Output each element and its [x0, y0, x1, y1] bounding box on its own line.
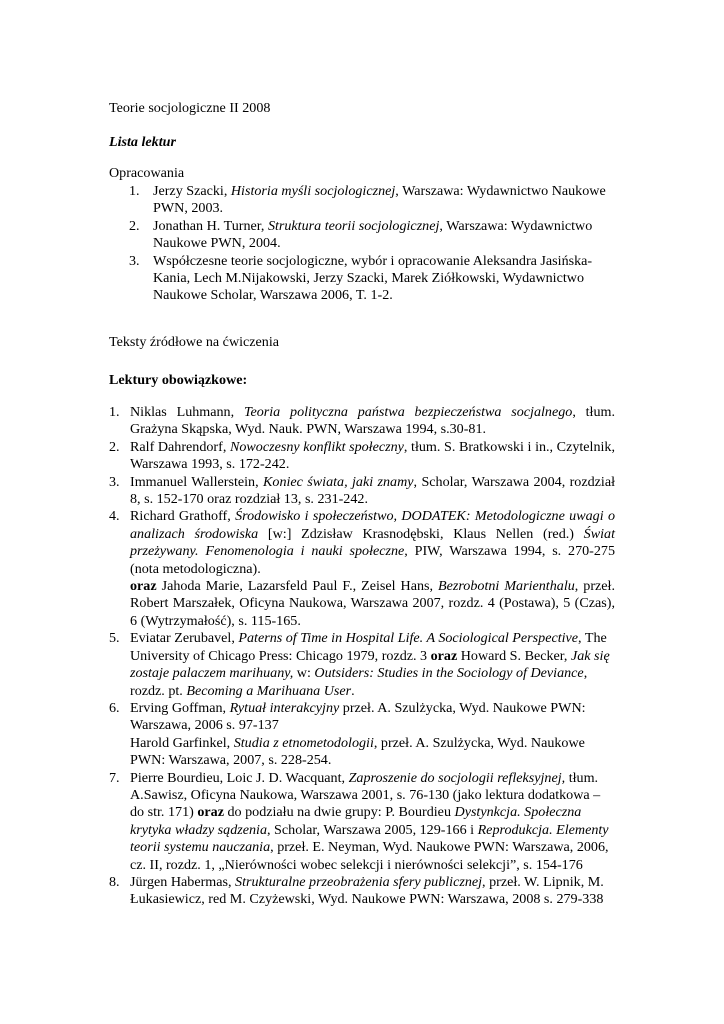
item-author: Harold Garfinkel, — [130, 734, 234, 751]
item-author: Howard S. Becker, — [457, 647, 571, 664]
item-details: do podziału na dwie grupy: P. Bourdieu — [223, 804, 455, 821]
item-author: Jerzy Szacki, — [153, 183, 231, 199]
item-book-title: Reprodukcja. Elementy teorii systemu nauczania — [130, 821, 609, 856]
teksty-heading: Teksty źródłowe na ćwiczenia — [109, 334, 280, 350]
item-book-title: Historia myśli socjologicznej — [230, 183, 396, 199]
item-subentry — [130, 735, 615, 770]
item-book-title: Koniec świata, jaki znamy — [263, 473, 414, 490]
list-item — [109, 508, 615, 630]
item-details: , tłum. S. Bratkowski i in., Czytelnik, Warszawa 1993, s. 172-242. — [130, 438, 615, 473]
item-details: , przeł. E. Neyman, Wyd. Naukowe PWN: Warszawa, 2006, cz. II, rozdz. 1, „Nierówności wobec selekcji i nierówności selekcji”, s. 154-176 — [130, 839, 609, 873]
item-author: Erving Goffman, — [130, 699, 230, 716]
item-text: Współczesne teorie socjologiczne, wybór i opracowanie Aleksandra Jasińska-Kania, Lech M.Nijakowski, Jerzy Szacki, Marek Ziółkowski, Wydawnictwo Naukowe Scholar, Warszawa 2006, T. 1-2. — [153, 252, 593, 304]
item-details: w: — [293, 665, 315, 682]
item-book-title: Nowoczesny konflikt społeczny — [229, 438, 404, 455]
list-item — [109, 404, 615, 439]
item-book-title: Środowisko i społeczeństwo, DODATEK: Metodologiczne uwagi o analizach środowiska — [130, 508, 616, 542]
item-book-title: Paterns of Time in Hospital Life. A Sociological Perspective — [238, 630, 579, 647]
list-item — [109, 474, 615, 509]
item-book-title: Strukturalne przeobrażenia sfery publicznej — [235, 873, 483, 890]
item-book-title: Struktura teorii socjologicznej — [267, 217, 440, 234]
item-book-title: Zaproszenie do socjologii refleksyjnej, — [348, 769, 566, 786]
item-book-title: Dystynkcja. Społeczna krytyka władzy sądzenia — [130, 804, 582, 838]
item-number: 5. — [109, 630, 120, 647]
document-subtitle: Lista lektur — [109, 134, 176, 150]
list-item — [109, 183, 629, 218]
list-item — [109, 218, 629, 253]
item-details: , The University of Chicago Press: Chicago 1979, rozdz. 3 — [130, 630, 607, 664]
lektury-heading: Lektury obowiązkowe: — [109, 372, 248, 388]
oraz-keyword: oraz — [430, 647, 458, 664]
item-chapter-title: Becoming a Marihuana User — [186, 682, 352, 699]
item-number: 4. — [109, 508, 120, 525]
item-details: [w:] Zdzisław Krasnodębski, Klaus Nellen (red.) — [258, 525, 584, 542]
list-item — [109, 439, 615, 474]
item-number: 3. — [129, 252, 140, 269]
item-details: , przeł. Robert Marszałek, Oficyna Naukowa, Warszawa 2007, rozdz. 4 (Postawa), 5 (Czas), 6 (Wytrzymałość), s. 115-165. — [130, 578, 615, 629]
item-author: Pierre Bourdieu, Loic J. D. Wacquant, — [130, 769, 349, 786]
item-number: 6. — [109, 699, 120, 716]
item-number: 3. — [109, 473, 120, 490]
item-author: Eviatar Zerubavel, — [130, 630, 239, 647]
item-book-title: Bezrobotni Marienthalu — [438, 578, 575, 595]
item-author: Jonathan H. Turner, — [153, 217, 268, 234]
item-details: , PIW, Warszawa 1994, s. 270-275 (nota metodologiczna). — [130, 543, 616, 577]
item-book-title: Outsiders: Studies in the Sociology of Deviance — [314, 665, 584, 682]
item-details: , tłum. Grażyna Skąpska, Wyd. Nauk. PWN, Warszawa 1994, s.30-81. — [130, 404, 615, 438]
item-number: 7. — [109, 769, 120, 786]
item-details: , Scholar, Warszawa 2004, rozdział 8, s. 152-170 oraz rozdział 13, s. 231-242. — [130, 473, 615, 508]
item-author: Jürgen Habermas, — [130, 873, 236, 890]
item-book-title: Teoria polityczna państwa bezpieczeństwa socjalnego — [243, 404, 573, 420]
item-number: 8. — [109, 873, 120, 890]
list-item — [109, 874, 615, 909]
item-number: 2. — [129, 217, 140, 234]
item-author: Jahoda Marie, Lazarsfeld Paul F., Zeisel Hans, — [156, 578, 438, 595]
item-author: Immanuel Wallerstein, — [130, 473, 263, 490]
item-author: Ralf Dahrendorf, — [130, 438, 230, 455]
item-details: tłum. A.Sawisz, Oficyna Naukowa, Warszawa 2001, s. 76-130 (jako lektura dodatkowa – do str. 171) — [130, 769, 601, 821]
item-publisher: , Warszawa: Wydawnictwo Naukowe PWN, 2004. — [153, 217, 593, 252]
item-book-title: Rytuał interakcyjny — [229, 699, 340, 716]
document-title: Teorie socjologiczne II 2008 — [109, 100, 271, 116]
item-details: , rozdz. pt. — [130, 665, 588, 699]
item-details: , przeł. W. Lipnik, M. Łukasiewicz, red M. Czyżewski, Wyd. Naukowe PWN: Warszawa, 2008 s. 279-338 — [130, 873, 604, 908]
item-publisher: , Warszawa: Wydawnictwo Naukowe PWN, 2003. — [153, 183, 606, 217]
list-item — [109, 770, 615, 874]
item-number: 2. — [109, 438, 120, 455]
item-author: Niklas Luhmann, — [130, 404, 244, 420]
item-details: , przeł. A. Szulżycka, Wyd. Naukowe PWN: Warszawa, 2007, s. 228-254. — [130, 734, 585, 769]
item-details: , Scholar, Warszawa 2005, 129-166 i — [267, 821, 478, 838]
item-subentry — [130, 578, 615, 630]
item-book-title: Jak się zostaje palaczem marihuany, — [130, 647, 610, 682]
item-number: 1. — [129, 183, 140, 199]
item-book-title: Świat przeżywany. Fenomenologia i nauki społeczne — [130, 525, 615, 560]
list-item — [109, 700, 615, 770]
oraz-keyword: oraz — [197, 804, 224, 821]
item-details: . — [351, 682, 355, 699]
lektury-list — [109, 404, 615, 909]
opracowania-heading: Opracowania — [109, 165, 185, 181]
opracowania-list — [109, 183, 629, 305]
item-book-title: Studia z etnometodologii — [233, 734, 374, 751]
item-number: 1. — [109, 404, 120, 420]
list-item — [109, 253, 629, 305]
oraz-keyword: oraz — [130, 578, 157, 595]
item-author: Richard Grathoff, — [130, 508, 236, 525]
item-details: przeł. A. Szulżycka, Wyd. Naukowe PWN: Warszawa, 2006 s. 97-137 — [130, 699, 586, 734]
list-item — [109, 630, 615, 700]
